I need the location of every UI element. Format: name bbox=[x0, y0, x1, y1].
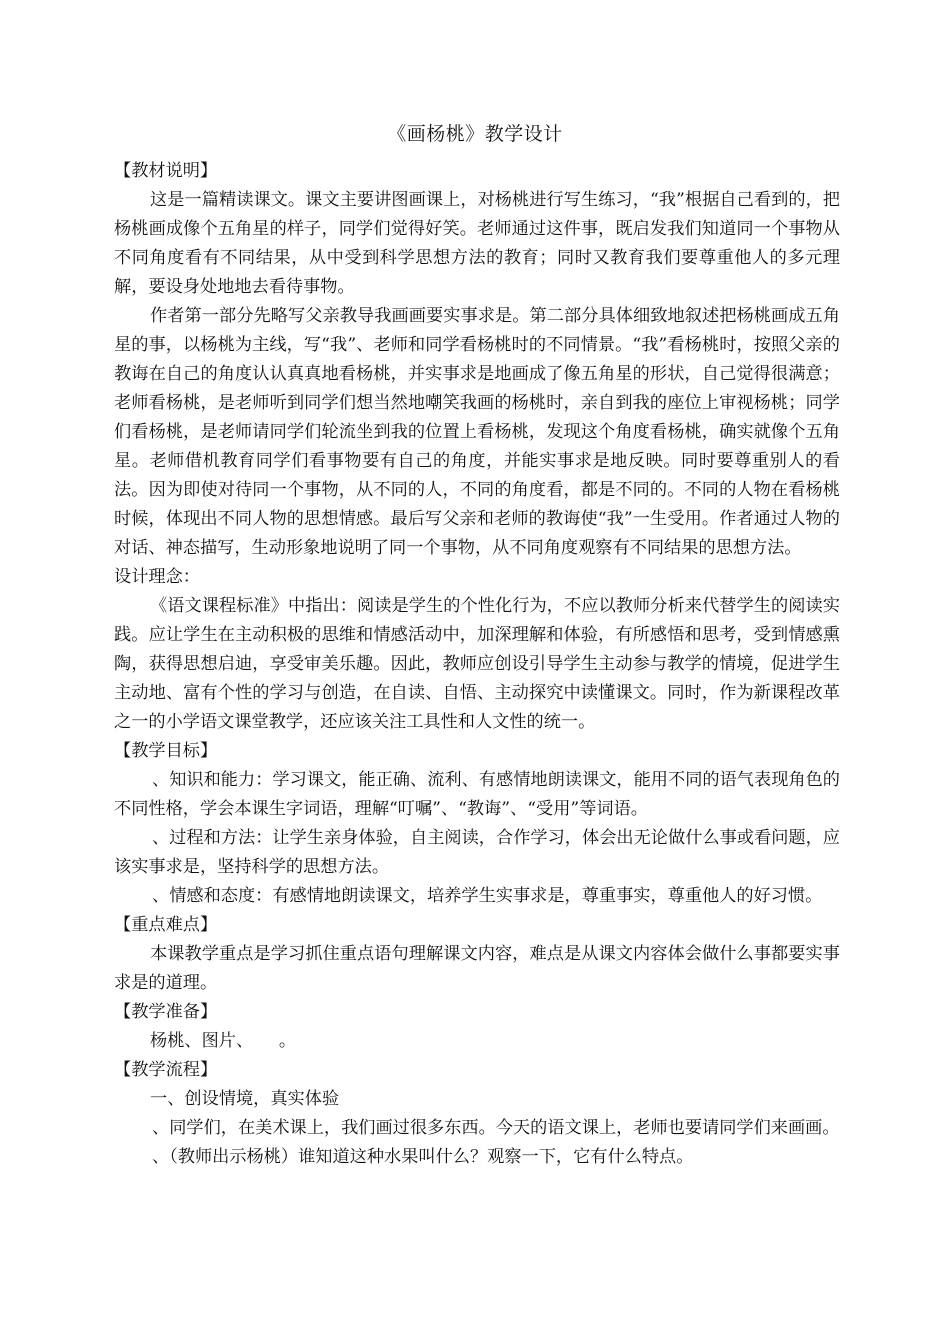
step-heading: 一、创设情境，真实体验 bbox=[150, 1089, 340, 1109]
paragraph: 作者第一部分先略写父亲教导我画画要实事求是。第二部分具体细致地叙述把杨桃画成五角星的事，以杨桃为主线，写“我”、老师和同学看杨桃时的不同情景。“我”看杨桃时，按照父亲的教诲在自己的角度认认真真地看杨桃，并实事求是地画成了像五角星的形状，自己觉得很满意；老师看杨桃，是老师听到同学们想当然地嘲笑我画的杨桃时，亲自到我的座位上审视杨桃；同学们看杨桃，是老师请同学们轮流坐到我的位置上看杨桃，发现这个角度看杨桃，确实就像个五角星。老师借机教育同学们看事物要有自己的角度，并能实事求是地反映。同时要尊重别人的看法。因为即使对待同一个事物，从不同的人，不同的角度看，都是不同的。不同的人物在看杨桃时候，体现出不同人物的思想情感。最后写父亲和老师的教诲使“我”一生受用。作者通过人物的对话、神态描写，生动形象地说明了同一个事物，从不同角度观察有不同结果的思想方法。 bbox=[114, 306, 840, 558]
step-item: 、同学们，在美术课上，我们画过很多东西。今天的语文课上，老师也要请同学们来画画。 bbox=[152, 1118, 840, 1138]
document-title: 《画杨桃》教学设计 bbox=[387, 123, 563, 145]
paragraph: 这是一篇精读课文。课文主要讲图画课上，对杨桃进行写生练习，“我”根据自己看到的，把杨桃画成像个五角星的样子，同学们觉得好笑。老师通过这件事，既启发我们知道同一个事物从不同角度看有不同结果，从中受到科学思想方法的教育；同时又教育我们要尊重他人的多元理解，要设身处地地去看待事物。 bbox=[114, 190, 840, 297]
section-heading-concept: 设计理念： bbox=[114, 567, 200, 587]
paragraph: 杨桃、图片、 。 bbox=[150, 1031, 297, 1051]
section-heading-key-points: 【重点难点】 bbox=[114, 915, 218, 935]
goal-item: 、知识和能力：学习课文，能正确、流利、有感情地朗读课文，能用不同的语气表现角色的不同性格，学会本课生字词语，理解“叮嘱”、“教诲”、“受用”等词语。 bbox=[114, 770, 840, 819]
section-heading-process: 【教学流程】 bbox=[114, 1060, 218, 1080]
document-body bbox=[114, 157, 840, 1172]
paragraph: 本课教学重点是学习抓住重点语句理解课文内容，难点是从课文内容体会做什么事都要实事求是的道理。 bbox=[114, 944, 840, 993]
section-heading-preparation: 【教学准备】 bbox=[114, 1002, 218, 1022]
goal-item: 、过程和方法：让学生亲身体验，自主阅读，合作学习，体会出无论做什么事或看问题，应该实事求是，坚持科学的思想方法。 bbox=[114, 828, 840, 877]
paragraph: 《语文课程标准》中指出：阅读是学生的个性化行为，不应以教师分析来代替学生的阅读实践。应让学生在主动积极的思维和情感活动中，加深理解和体验，有所感悟和思考，受到情感熏陶，获得思想启迪，享受审美乐趣。因此，教师应创设引导学生主动参与教学的情境，促进学生主动地、富有个性的学习与创造，在自读、自悟、主动探究中读懂课文。同时，作为新课程改革之一的小学语文课堂教学，还应该关注工具性和人文性的统一。 bbox=[114, 596, 840, 732]
section-heading-goals: 【教学目标】 bbox=[114, 741, 218, 761]
goal-item: 、情感和态度：有感情地朗读课文，培养学生实事求是，尊重事实，尊重他人的好习惯。 bbox=[152, 886, 823, 906]
step-item: 、（教师出示杨桃）谁知道这种水果叫什么？观察一下，它有什么特点。 bbox=[152, 1147, 694, 1167]
section-heading-material: 【教材说明】 bbox=[114, 161, 218, 181]
